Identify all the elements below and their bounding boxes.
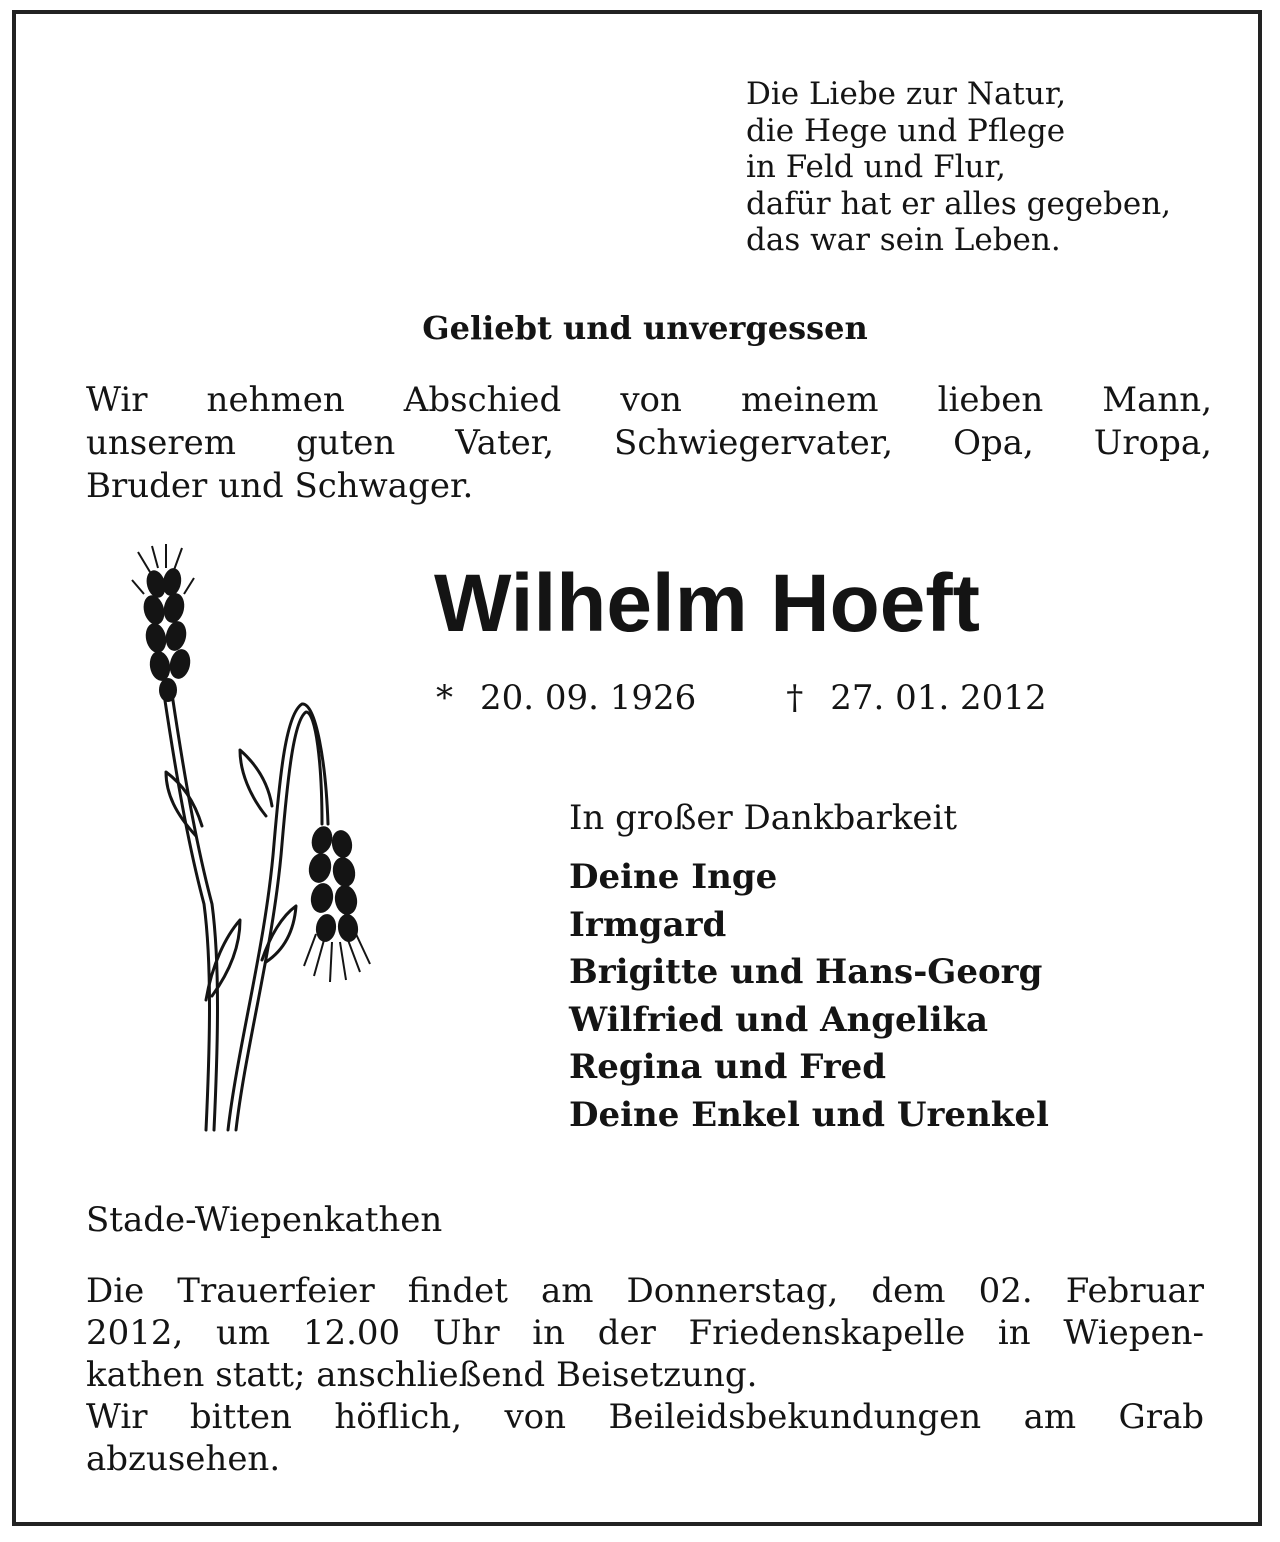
mourner-name: Brigitte und Hans-Georg	[569, 952, 1043, 992]
mourner-name: Wilfried und Angelika	[569, 999, 989, 1040]
poem-line: Die Liebe zur Natur,	[746, 76, 1067, 112]
obituary-notice	[12, 10, 1262, 1526]
mourners-list	[569, 854, 1209, 1139]
poem-line: die Hege und Pflege	[746, 112, 1066, 149]
farewell-line: unserem guten Vater, Schwiegervater, Opa, Uropa,	[86, 423, 1212, 463]
mourner-name: Deine Enkel und Urenkel	[569, 1094, 1049, 1135]
farewell-line: Wir nehmen Abschied von meinem lieben Mann,	[86, 380, 1212, 420]
life-dates	[436, 676, 1156, 720]
ceremony-line: Die Trauerfeier findet am Donnerstag, dem 02. Februar	[86, 1271, 1204, 1311]
ceremony-line: Wir bitten höflich, von Beileidsbekundungen am Grab	[86, 1397, 1204, 1437]
ceremony-info	[86, 1270, 1204, 1480]
deceased-name: Wilhelm Hoeft	[434, 558, 980, 649]
mourner-name: Deine Inge	[569, 857, 778, 897]
motto-heading: Geliebt und unvergessen	[422, 309, 868, 347]
wheat-ears-icon	[116, 544, 386, 1144]
poem	[746, 76, 1236, 259]
mourner-name: Irmgard	[569, 904, 727, 945]
poem-line: das war sein Leben.	[746, 222, 1061, 258]
death-date: 27. 01. 2012	[830, 678, 1047, 718]
mourner-name: Regina und Fred	[569, 1047, 887, 1087]
ceremony-line: kathen statt; anschließend Beisetzung.	[86, 1355, 758, 1395]
farewell-text	[86, 379, 1212, 508]
birth-date: 20. 09. 1926	[480, 678, 697, 718]
poem-line: dafür hat er alles gegeben,	[746, 185, 1172, 222]
place-name: Stade-Wiepenkathen	[86, 1200, 443, 1240]
gratitude-line: In großer Dankbarkeit	[569, 798, 958, 838]
death-symbol: †	[786, 678, 804, 718]
poem-line: in Feld und Flur,	[746, 149, 1006, 185]
ceremony-line: abzusehen.	[86, 1439, 281, 1479]
farewell-line: Bruder und Schwager.	[86, 466, 474, 506]
birth-symbol: *	[436, 678, 453, 718]
ceremony-line: 2012, um 12.00 Uhr in der Friedenskapelle in Wiepen-	[86, 1313, 1204, 1353]
